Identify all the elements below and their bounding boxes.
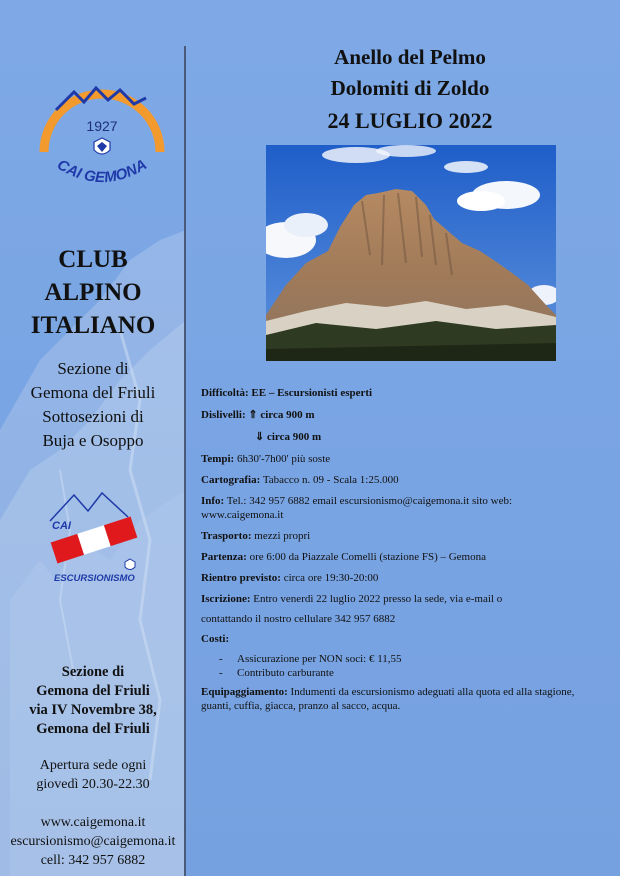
address-line: via IV Novembre 38, — [29, 702, 157, 718]
sezione-line: Sezione di — [57, 359, 129, 378]
times-label: Tempi: — [201, 453, 235, 465]
times-row — [201, 452, 330, 466]
registration-label: Iscrizione: — [201, 593, 251, 605]
pelmo-photo — [266, 145, 556, 361]
website-link[interactable]: www.caigemona.it — [40, 815, 146, 830]
map-row — [201, 473, 399, 487]
club-line: ITALIANO — [30, 312, 156, 339]
event-title — [200, 42, 620, 137]
departure-label: Partenza: — [201, 551, 247, 563]
phone-number: cell: 342 957 6882 — [40, 853, 146, 868]
address-line: Sezione di — [61, 664, 125, 680]
club-line: CLUB — [58, 246, 128, 273]
registration-value: Entro venerdì 22 luglio 2022 presso la sede, via e-mail o — [250, 593, 503, 605]
departure-value: ore 6:00 da Piazzale Comelli (stazione FS) – Gemona — [246, 551, 486, 563]
cost-item-text: Contributo carburante — [237, 667, 334, 679]
sezione-block — [0, 357, 186, 453]
cai-escursionismo-logo — [44, 485, 144, 585]
email-link[interactable]: escursionismo@caigemona.it — [10, 834, 176, 849]
cost-item: - Contributo carburante — [219, 667, 334, 679]
departure-row — [201, 550, 486, 564]
difficulty-row — [201, 386, 372, 400]
equipment-value-cont: guanti, cuffia, giacca, pranzo al sacco, acqua. — [201, 700, 401, 712]
info-row-cont — [201, 508, 283, 522]
esc-logo-bottom: ESCURSIONISMO — [54, 573, 135, 584]
esc-logo-top: CAI — [52, 520, 71, 532]
difficulty-label: Difficoltà: — [201, 387, 249, 399]
contacts-block — [0, 813, 186, 870]
costs-row — [201, 632, 229, 646]
club-line: ALPINO — [44, 279, 142, 306]
transport-value: mezzi propri — [251, 530, 311, 542]
event-date: 24 LUGLIO 2022 — [327, 108, 493, 133]
transport-row — [201, 529, 310, 543]
times-value: 6h30'-7h00' più soste — [234, 453, 331, 465]
return-label: Rientro previsto: — [201, 572, 281, 584]
sidebar — [0, 0, 186, 876]
elevation-up-value: ⇑ circa 900 m — [248, 409, 315, 421]
return-value: circa ore 19:30-20:00 — [280, 572, 379, 584]
column-divider — [184, 46, 186, 876]
opening-hours — [0, 756, 186, 794]
return-row — [201, 571, 378, 585]
equipment-row-cont — [201, 699, 400, 713]
difficulty-value: EE – Escursionisti esperti — [251, 387, 373, 399]
cost-item: - Assicurazione per NON soci: € 11,55 — [219, 653, 402, 665]
registration-row — [201, 592, 502, 606]
opening-line: Apertura sede ogni — [39, 758, 147, 773]
equipment-row — [201, 685, 574, 699]
logo-text: CAI GEMONA — [54, 156, 150, 187]
transport-label: Trasporto: — [201, 530, 252, 542]
info-label: Info: — [201, 495, 225, 507]
info-row — [201, 494, 512, 508]
sezione-line: Buja e Osoppo — [42, 431, 144, 450]
address-line: Gemona del Friuli — [36, 683, 150, 699]
club-name — [0, 243, 186, 342]
registration-row-cont — [201, 612, 395, 626]
costs-label: Costi: — [201, 633, 230, 645]
info-website[interactable]: www.caigemona.it — [201, 509, 284, 521]
address-line: Gemona del Friuli — [36, 721, 150, 737]
logo-year: 1927 — [86, 118, 118, 134]
map-value: Tabacco n. 09 - Scala 1:25.000 — [260, 474, 399, 486]
title-line: Anello del Pelmo — [334, 45, 486, 69]
info-value: Tel.: 342 957 6882 email escursionismo@caigemona.it sito web: — [224, 495, 513, 507]
elevation-label: Dislivelli: — [201, 409, 246, 421]
equipment-label: Equipaggiamento: — [201, 686, 288, 698]
elevation-down-row — [255, 430, 321, 444]
subtitle-line: Dolomiti di Zoldo — [330, 76, 490, 100]
registration-value-cont: contattando il nostro cellulare 342 957 6882 — [201, 613, 396, 625]
opening-line: giovedì 20.30-22.30 — [36, 777, 150, 792]
equipment-value: Indumenti da escursionismo adeguati alla quota ed alla stagione, — [287, 686, 575, 698]
elevation-up-row — [201, 408, 315, 422]
cost-item-text: Assicurazione per NON soci: € 11,55 — [237, 653, 402, 665]
cai-gemona-logo — [30, 64, 174, 194]
sezione-line: Sottosezioni di — [42, 407, 144, 426]
elevation-down-value: ⇓ circa 900 m — [255, 431, 322, 443]
sezione-line: Gemona del Friuli — [30, 383, 156, 402]
map-label: Cartografia: — [201, 474, 261, 486]
address-block — [0, 663, 186, 739]
